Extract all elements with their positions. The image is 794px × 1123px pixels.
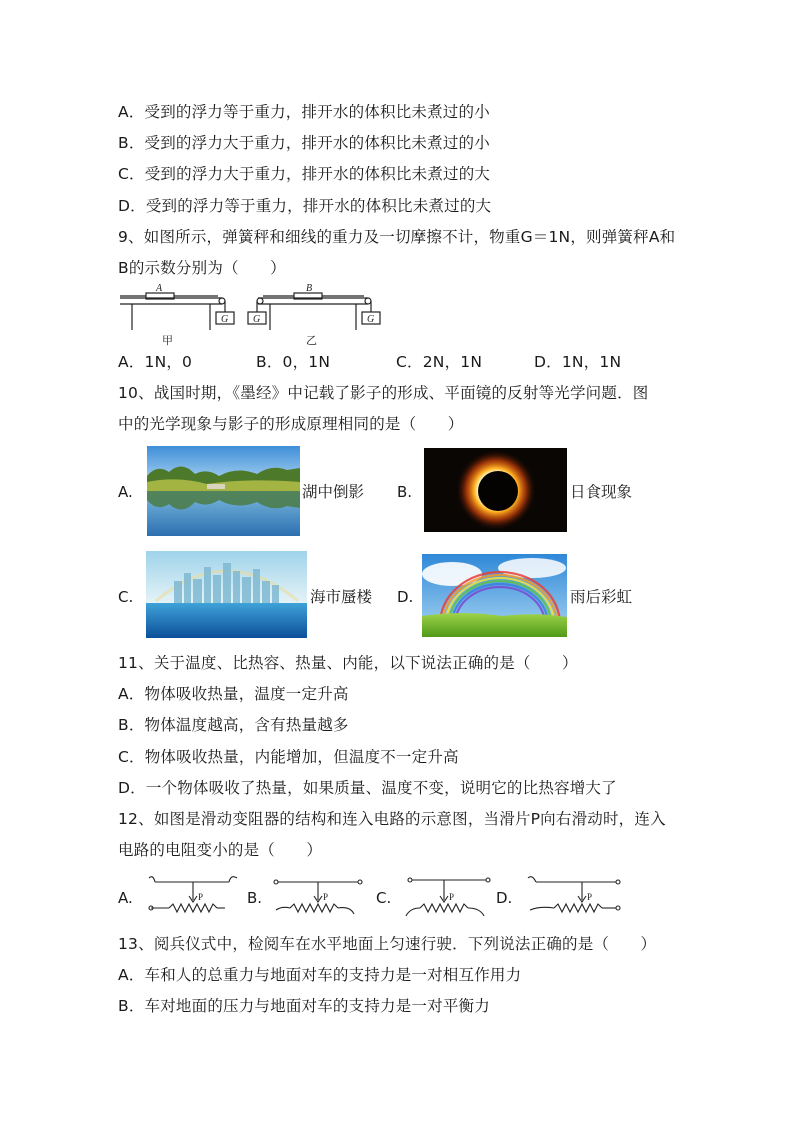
q9-option-b: B．0，1N [256,353,331,371]
q12-stem-line1: 12、如图是滑动变阻器的结构和连入电路的示意图，当滑片P向右滑动时，连入 [118,810,666,828]
q8-option-d: D．受到的浮力等于重力，排开水的体积比未煮过的大 [118,197,492,215]
weight-g-left: G [221,314,229,325]
q11-option-c: C．物体吸收热量，内能增加，但温度不一定升高 [118,748,459,766]
q10-option-a-caption: 湖中倒影 [302,483,365,501]
q9-option-d: D．1N，1N [534,353,622,371]
mirage-image [146,551,307,638]
rheostat-diagram-a [145,872,241,922]
rheostat-diagram-d [524,872,624,922]
q11-option-a: A．物体吸收热量，温度一定升高 [118,685,349,703]
q9-option-a: A．1N，0 [118,353,193,371]
q10-option-c-letter: C. [118,588,134,606]
q10-option-d-letter: D. [397,588,414,606]
q9-stem-line1: 9、如图所示，弹簧秤和细线的重力及一切摩擦不计，物重G＝1N，则弹簧秤A和 [118,228,676,246]
q13-option-a: A．车和人的总重力与地面对车的支持力是一对相互作用力 [118,966,522,984]
q12-option-a-letter: A. [118,889,133,907]
slider-p-d: P [587,892,593,902]
q9-option-c: C．2N，1N [396,353,483,371]
caption-jia: 甲 [162,335,173,347]
q12-option-d-letter: D. [496,889,513,907]
q13-stem: 13、阅兵仪式中，检阅车在水平地面上匀速行驶．下列说法正确的是（ ） [118,935,657,953]
q8-option-a: A．受到的浮力等于重力，排开水的体积比未煮过的小 [118,103,490,121]
q11-option-b: B．物体温度越高，含有热量越多 [118,716,349,734]
slider-p-b: P [323,892,329,902]
q12-stem-line2: 电路的电阻变小的是（ ） [118,841,323,859]
slider-p-a: P [198,892,204,902]
rainbow-image [422,554,567,637]
lake-reflection-image [147,446,300,536]
q10-stem-line1: 10、战国时期，《墨经》中记载了影子的形成、平面镜的反射等光学问题．图 [118,384,649,402]
q8-option-b: B．受到的浮力大于重力，排开水的体积比未煮过的小 [118,134,490,152]
q10-option-a-letter: A. [118,483,133,501]
q10-option-c-caption: 海市蜃楼 [310,588,373,606]
q9-spring-scale-figure [118,282,386,348]
figure-yi [248,293,380,330]
label-b: B [306,283,313,294]
q12-option-c-letter: C. [376,889,392,907]
caption-yi: 乙 [306,335,317,347]
q12-option-b-letter: B. [247,889,263,907]
rheostat-diagram-c [400,870,496,922]
slider-p-c: P [449,892,455,902]
q8-option-c: C．受到的浮力大于重力，排开水的体积比未煮过的大 [118,165,491,183]
figure-jia [120,293,234,330]
q10-option-b-caption: 日食现象 [570,483,633,501]
q11-option-d: D．一个物体吸收了热量，如果质量、温度不变，说明它的比热容增大了 [118,779,617,797]
label-a: A [156,283,163,294]
rheostat-diagram-b [270,872,366,922]
weight-g-mid: G [253,314,261,325]
q10-option-d-caption: 雨后彩虹 [570,588,633,606]
q10-stem-line2: 中的光学现象与影子的形成原理相同的是（ ） [118,415,464,433]
q9-stem-line2: B的示数分别为（ ） [118,259,286,277]
q11-stem: 11、关于温度、比热容、热量、内能，以下说法正确的是（ ） [118,654,578,672]
q10-option-b-letter: B. [397,483,413,501]
weight-g-right: G [367,314,375,325]
solar-eclipse-image [424,448,567,532]
q13-option-b: B．车对地面的压力与地面对车的支持力是一对平衡力 [118,997,490,1015]
